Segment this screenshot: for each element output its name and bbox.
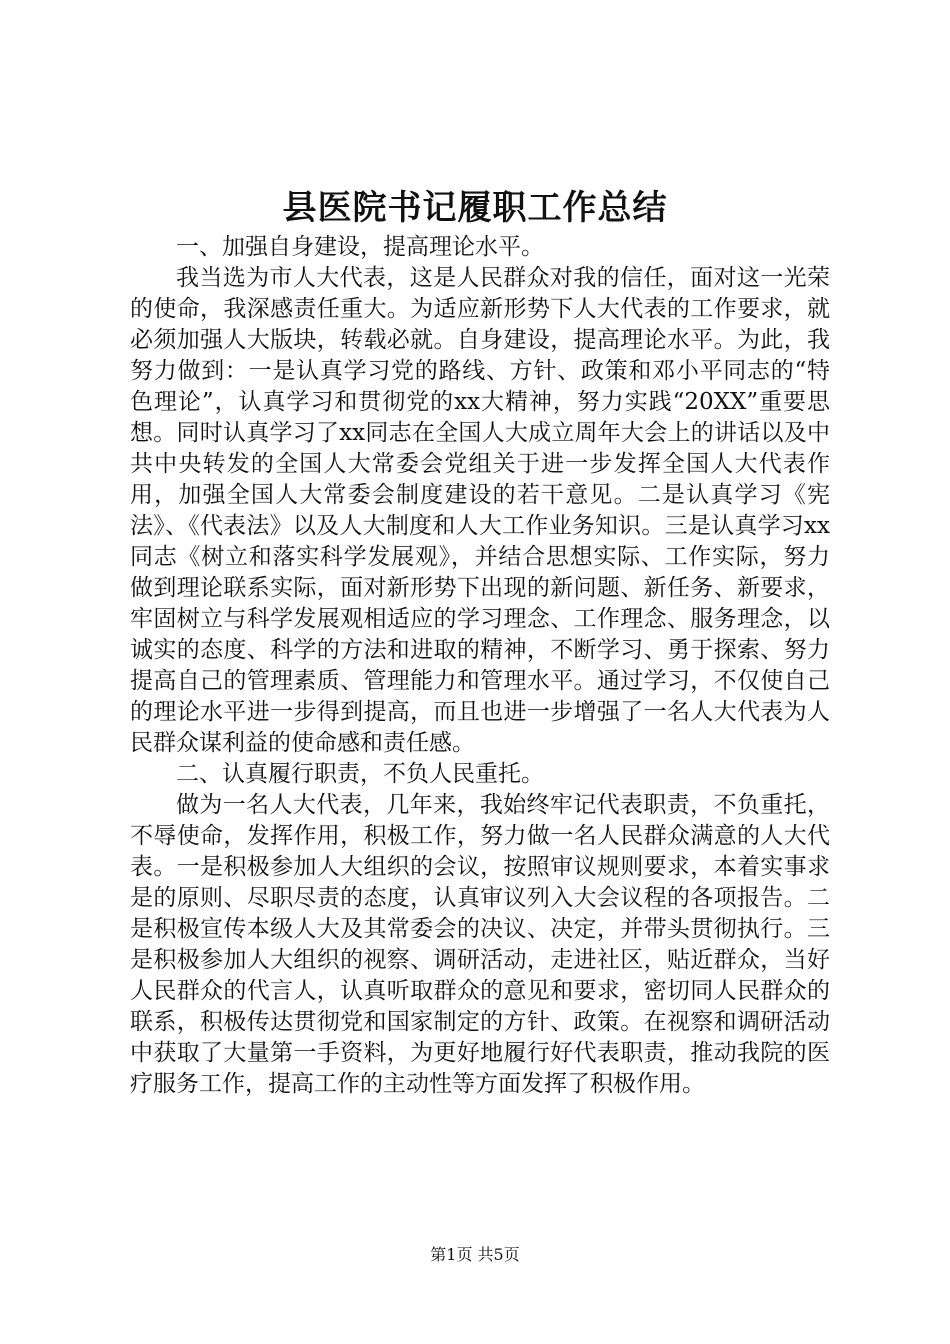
page-footer: 第1页 共5页 <box>430 1245 520 1264</box>
section-heading-2: 二、认真履行职责，不负人民重托。 <box>176 761 544 787</box>
body-paragraph-2: 做为一名人大代表，几年来，我始终牢记代表职责，不负重托，不辱使命，发挥作用，积极工作，努力做一名人民群众满意的人大代表。一是积极参加人大组织的会议，按照审议规则要求，本着实事求是的原则、尽职尽责的态度，认真审议列入大会议程的各项报告。二是积极宣传本级人大及其常委会的决议、决定，并带头贯彻执行。三是积极参加人大组织的视察、调研活动，走进社区，贴近群众，当好人民群众的代言人，认真听取群众的意见和要求，密切同人民群众的联系，积极传达贯彻党和国家制定的方针、政策。在视察和调研活动中获取了大量第一手资料，为更好地履行好代表职责，推动我院的医疗服务工作，提高工作的主动性等方面发挥了积极作用。 <box>130 792 830 1097</box>
body-paragraph-1: 我当选为市人大代表，这是人民群众对我的信任，面对这一光荣的使命，我深感责任重大。为适应新形势下人大代表的工作要求，就必须加强人大版块，转载必就。自身建设，提高理论水平。为此，我努力做到：一是认真学习党的路线、方针、政策和邓小平同志的“特色理论”，认真学习和贯彻党的xx大精神，努力实践“20XX”重要思想。同时认真学习了xx同志在全国人大成立周年大会上的讲话以及中共中央转发的全国人大常委会党组关于进一步发挥全国人大代表作用，加强全国人大常委会制度建设的若干意见。二是认真学习《宪法》、《代表法》以及人大制度和人大工作业务知识。三是认真学习xx同志《树立和落实科学发展观》，并结合思想实际、工作实际，努力做到理论联系实际，面对新形势下出现的新问题、新任务、新要求，牢固树立与科学发展观相适应的学习理念、工作理念、服务理念，以诚实的态度、科学的方法和进取的精神，不断学习、勇于探索、努力提高自己的管理素质、管理能力和管理水平。通过学习，不仅使自己的理论水平进一步得到提高，而且也进一步增强了一名人大代表为人民群众谋利益的使命感和责任感。 <box>130 265 830 756</box>
document-title: 县医院书记履职工作总结 <box>282 188 668 228</box>
document-body <box>130 232 830 1100</box>
section-heading-1: 一、加强自身建设，提高理论水平。 <box>176 234 544 260</box>
